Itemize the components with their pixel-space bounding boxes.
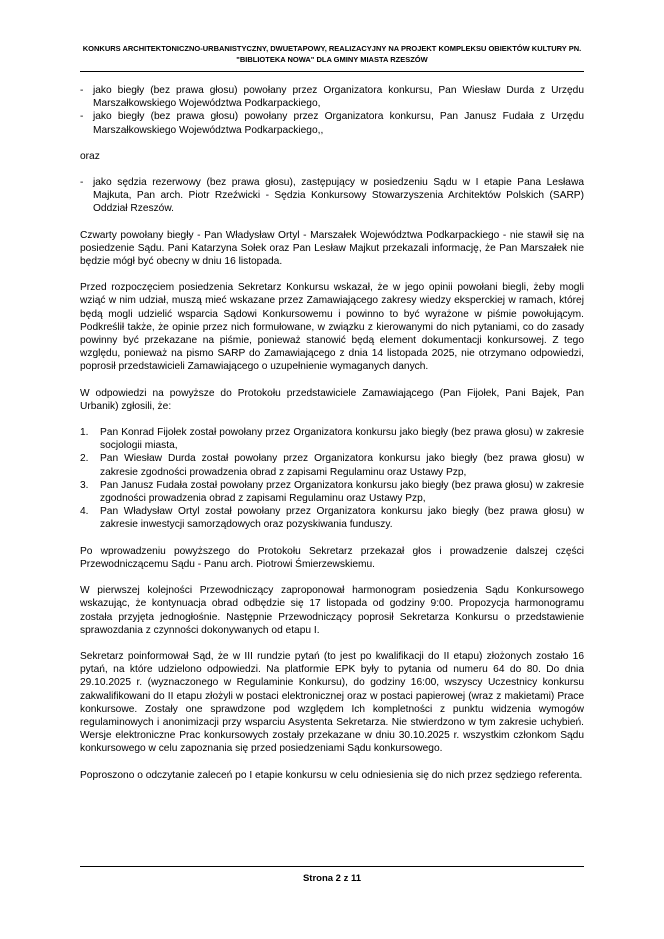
list-item [80,505,584,531]
paragraph-w-odpowiedzi: W odpowiedzi na powyższe do Protokołu przedstawiciele Zamawiającego (Pan Fijołek, Pani Bajek, Pan Urbanik) zgłosili, że: [80,387,584,412]
list-text: Pan Władysław Ortyl został powołany przez Organizatora konkursu jako biegły (bez prawa głosu) w zakresie inwestycji samorządowych oraz pozyskiwania funduszy. [100,506,584,531]
paragraph-sekretarz: Sekretarz poinformował Sąd, że w III rundzie pytań (to jest po kwalifikacji do II etapu) złożonych zostało 16 pytań, na które udzielono odpowiedzi. Na platformie EPK były to pytania od numeru 64 do 80. Do dnia 29.10.2025 r. (wyznaczonego w Regulaminie Konkursu), do godziny 16:00, wszyscy Uczestnicy konkursu zakwalifikowani do II etapu złożyli w postaci elektronicznej oraz w postaci papierowej (wraz z makietami) Prace konkursowe. Zostały one sprawdzone pod względem Ich kompletności z punktu widzenia wymogów regulaminowych i anonimizacji przy wsparciu Asystenta Sekretarza. Nie stwierdzono w tym zakresie uchybień. Wersje elektroniczne Prac konkursowych zostały przekazane w dniu 30.10.2025 r. wszystkim członkom Sądu konkursowego w celu zapoznania się przed posiedzeniami Sądu konkursowego. [80,650,584,755]
list-number: 3. [80,479,89,491]
list-text: Pan Janusz Fudała został powołany przez Organizatora konkursu jako biegły (bez prawa głosu) w zakresie zgodności prowadzenia obrad z zapisami Regulaminu oraz Ustawy Pzp, [100,479,584,505]
list-item: - jako biegły (bez prawa głosu) powołany przez Organizatora konkursu, Pan Wiesław Durda z Urzędu Marszałkowskiego Województwa Podkarpackiego, [80,85,584,110]
header-rule [80,71,584,72]
paragraph-przed: Przed rozpoczęciem posiedzenia Sekretarz Konkursu wskazał, że w jego opinii powołani biegli, żeby mogli wziąć w nim udział, muszą mieć wskazane przez Zamawiającego zakresy wiedzy eksperckiej w ramach, której będą mogli udzielić wsparcia Sądowi Konkursowemu i powinno to być wyrażone w piśmie powołującym. Podkreślił także, że opinie przez nich formułowane, w związku z kierowanymi do nich pytaniami, co do zasady powinny być przekazane na piśmie, ponieważ stanowić będą element dokumentacji konkursowej. Z tego względu, ponieważ na pismo SARP do Zamawiającego z dnia 14 listopada 2025, nie otrzymano odpowiedzi, poprosił przedstawicieli Zamawiającego o uzupełnienie wymaganych danych. [80,282,584,373]
header-line-2: "BIBLIOTEKA NOWA" DLA GMINY MIASTA RZESZÓW [236,55,428,64]
bullet-text: jako sędzia rezerwowy (bez prawa głosu), zastępujący w posiedzeniu Sądu w I etapie Pana Lesława Majkuta, Pan arch. Piotr Rzeźwicki - Sędzia Konkursowy Stowarzyszenia Architektów Polskich (SARP) Oddział Rzeszów. [93,177,584,215]
header-line-1: KONKURS ARCHITEKTONICZNO-URBANISTYCZNY, DWUETAPOWY, REALIZACYJNY NA PROJEKT KOMPLEKSU OBIEKTÓW KULTURY PN. [82,44,582,53]
bullet-text: jako biegły (bez prawa głosu) powołany przez Organizatora konkursu, Pan Janusz Fudała z Urzędu Marszałkowskiego Województwa Podkarpackiego,, [93,111,584,136]
numbered-list [80,426,584,532]
page-header [80,43,584,65]
list-number: 4. [80,506,89,518]
list-text: Pan Wiesław Durda został powołany przez Organizatora konkursu jako biegły (bez prawa głosu) w zakresie zgodności prowadzenia obrad z zapisami Regulaminu oraz Ustawy Pzp, [100,453,584,478]
paragraph-poproszono: Poproszono o odczytanie zaleceń po I etapie konkursu w celu odniesienia się do nich przez sędziego referenta. [80,769,583,781]
list-number: 1. [80,427,89,439]
paragraph-w-pierwszej: W pierwszej kolejności Przewodniczący zaproponował harmonogram posiedzenia Sądu Konkursowego wskazując, że kontynuacja obrad odbędzie się 17 listopada od godziny 9:00. Propozycja harmonogramu została przyjęta jednogłośnie. Następnie Przewodniczący poprosił Sekretarza Konkursu o przedstawienie sprawozdania z czynności dokonywanych od etapu I. [80,585,584,636]
list-item: - jako sędzia rezerwowy (bez prawa głosu), zastępujący w posiedzeniu Sądu w I etapie Pana Lesława Majkuta, Pan arch. Piotr Rzeźwicki - Sędzia Konkursowy Stowarzyszenia Architektów Polskich (SARP) Oddział Rzeszów. [80,177,584,215]
list-number: 2. [80,453,89,465]
document-body [80,84,584,782]
paragraph-czwarty: Czwarty powołany biegły - Pan Władysław Ortyl - Marszałek Województwa Podkarpackiego - nie stawił się na posiedzenie Sądu. Pani Katarzyna Sołek oraz Pan Lesław Majkut przekazali informację, że Pan Marszałek nie będzie mógł być obecny w dniu 16 listopada. [80,229,584,268]
list-item [80,479,584,505]
list-item [80,452,584,478]
footer-rule [80,866,584,867]
list-text: Pan Konrad Fijołek został powołany przez Organizatora konkursu jako biegły (bez prawa głosu) w zakresie socjologii miasta, [100,427,584,452]
list-item [80,426,584,452]
paragraph-po-wprowadzeniu: Po wprowadzeniu powyższego do Protokołu Sekretarz przekazał głos i prowadzenie dalszej części Przewodniczącemu Sądu - Panu arch. Piotrowi Śmierzewskiemu. [80,545,584,570]
bullet-text: jako biegły (bez prawa głosu) powołany przez Organizatora konkursu, Pan Wiesław Durda z Urzędu Marszałkowskiego Województwa Podkarpackiego, [93,85,584,110]
list-item: - jako biegły (bez prawa głosu) powołany przez Organizatora konkursu, Pan Janusz Fudała z Urzędu Marszałkowskiego Województwa Podkarpackiego,, [80,111,584,136]
oraz-text: oraz [80,150,100,162]
page-number: Strona 2 z 11 [302,873,362,884]
